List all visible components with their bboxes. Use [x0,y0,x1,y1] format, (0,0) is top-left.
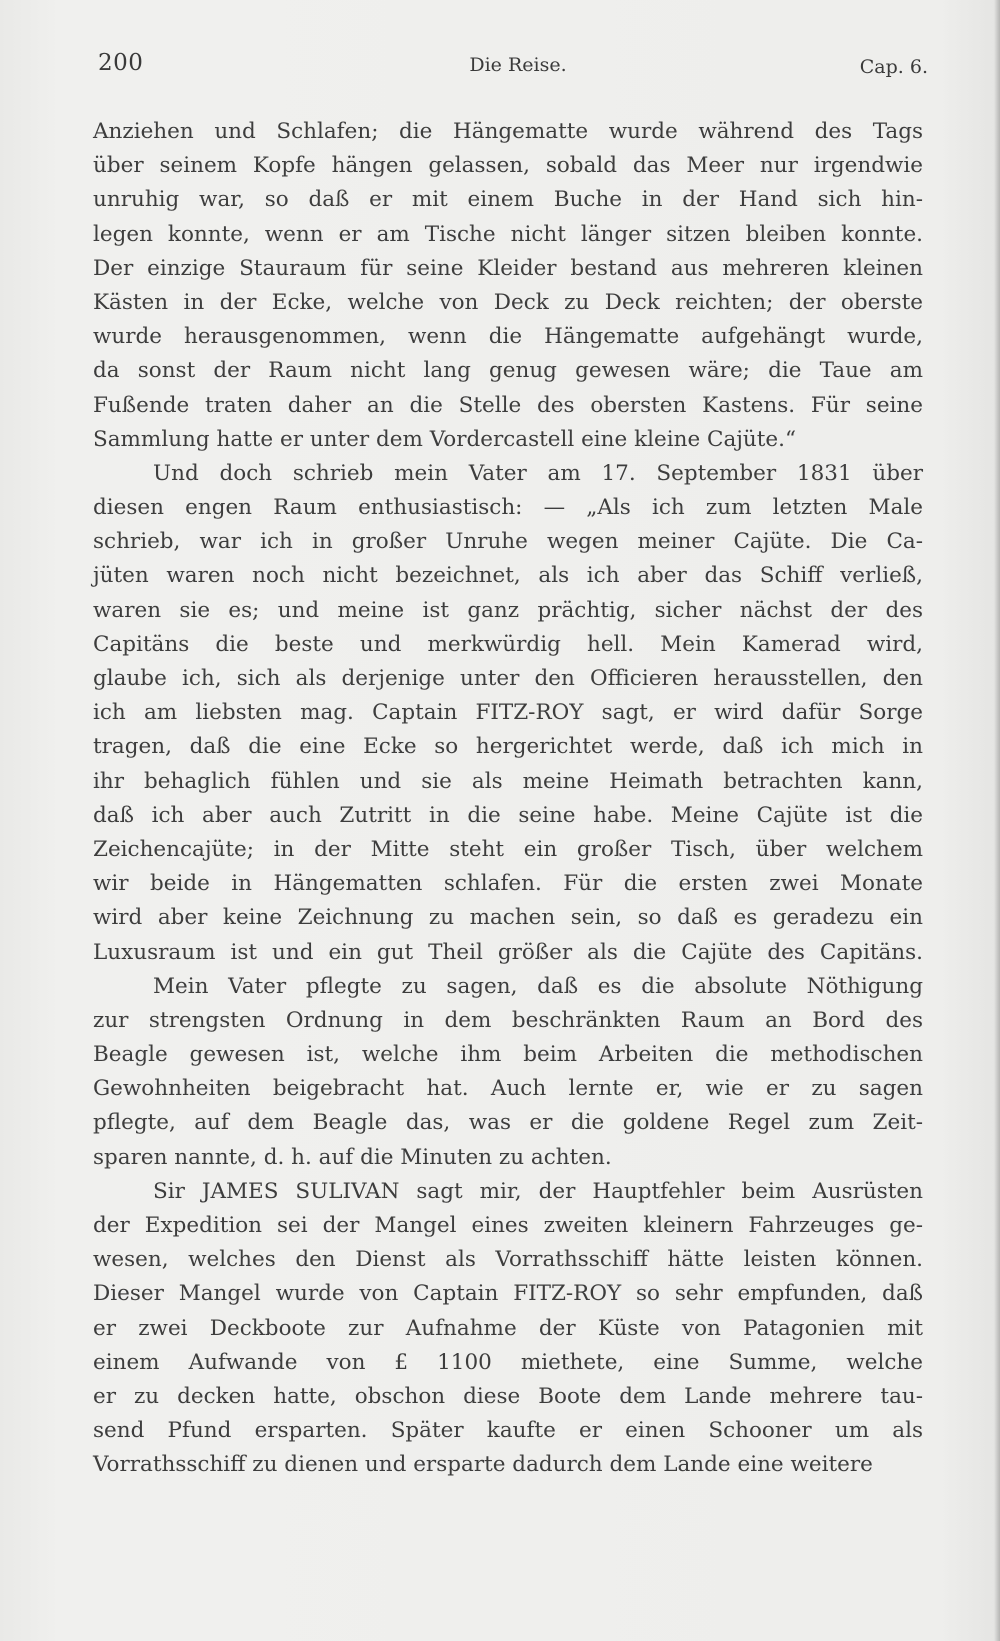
text-line: send Pfund ersparten. Später kaufte er einen Schooner um als [93,1418,923,1444]
text-line: Der einzige Stauraum für seine Kleider bestand aus mehreren kleinen [93,255,923,281]
text-line: schrieb, war ich in großer Unruhe wegen meiner Cajüte. Die Ca- [93,529,923,555]
text-line: über seinem Kopfe hängen gelassen, sobald das Meer nur irgendwie [93,153,923,179]
page-number: 200 [98,50,144,76]
text-line: pflegte, auf dem Beagle das, was er die goldene Regel zum Zeit- [93,1110,923,1136]
text-line: jüten waren noch nicht bezeichnet, als ich aber das Schiff verließ, [93,563,923,589]
running-title: Die Reise. [469,54,567,76]
text-line: Sammlung hatte er unter dem Vordercastell eine kleine Cajüte.“ [93,426,796,452]
text-line: Luxusraum ist und ein gut Theil größer als die Cajüte des Capitäns. [93,939,923,965]
text-line: Dieser Mangel wurde von Captain FITZ-ROY so sehr empfunden, daß [93,1281,923,1307]
text-line: Fußende traten daher an die Stelle des obersten Kastens. Für seine [93,392,923,418]
text-line: ihr behaglich fühlen und sie als meine Heimath betrachten kann, [93,768,923,794]
text-line: Und doch schrieb mein Vater am 17. September 1831 über [153,460,923,486]
text-line: glaube ich, sich als derjenige unter den Officieren herausstellen, den [93,666,923,691]
text-line: Vorrathsschiff zu dienen und ersparte dadurch dem Lande eine weitere [93,1452,873,1478]
page-edge-shadow [994,0,1000,1641]
text-line: Capitäns die beste und merkwürdig hell. Mein Kamerad wird, [93,631,923,657]
body-text [93,115,923,1483]
text-line: legen konnte, wenn er am Tische nicht länger sitzen bleiben konnte. [93,221,923,247]
text-line: diesen engen Raum enthusiastisch: — „Als ich zum letzten Male [93,495,923,521]
text-line: sparen nannte, d. h. auf die Minuten zu achten. [93,1144,612,1170]
text-line: unruhig war, so daß er mit einem Buche in der Hand sich hin- [93,187,923,213]
text-line: der Expedition sei der Mangel eines zweiten kleinern Fahrzeuges ge- [93,1213,923,1238]
text-line: Mein Vater pflegte zu sagen, daß es die absolute Nöthigung [153,973,923,999]
text-line: Zeichencajüte; in der Mitte steht ein großer Tisch, über welchem [93,836,923,862]
text-line: ich am liebsten mag. Captain FITZ-ROY sagt, er wird dafür Sorge [93,700,923,726]
text-line: Gewohnheiten beigebracht hat. Auch lernte er, wie er zu sagen [93,1076,923,1102]
text-line: wird aber keine Zeichnung zu machen sein, so daß es geradezu ein [93,905,923,931]
text-line: tragen, daß die eine Ecke so hergerichtet werde, daß ich mich in [93,734,923,760]
text-line: er zu decken hatte, obschon diese Boote dem Lande mehrere tau- [93,1383,923,1409]
text-line: er zwei Deckboote zur Aufnahme der Küste von Patagonien mit [93,1315,923,1341]
text-line: Anziehen und Schlafen; die Hängematte wurde während des Tags [93,119,923,144]
text-line: wir beide in Hängematten schlafen. Für die ersten zwei Monate [93,871,923,897]
text-line: Kästen in der Ecke, welche von Deck zu Deck reichten; der oberste [93,289,923,315]
text-line: Beagle gewesen ist, welche ihm beim Arbeiten die methodischen [93,1042,923,1068]
text-line: waren sie es; und meine ist ganz prächtig, sicher nächst der des [93,597,923,623]
text-line: wesen, welches den Dienst als Vorrathsschiff hätte leisten können. [93,1247,923,1273]
text-line: einem Aufwande von £ 1100 miethete, eine Summe, welche [93,1349,923,1375]
text-line: daß ich aber auch Zutritt in die seine habe. Meine Cajüte ist die [93,802,923,828]
text-line: Sir JAMES SULIVAN sagt mir, der Hauptfehler beim Ausrüsten [153,1178,923,1204]
chapter-reference: Cap. 6. [859,56,928,78]
text-line: wurde herausgenommen, wenn die Hängematte aufgehängt wurde, [93,324,923,350]
page-header [98,50,928,90]
text-line: zur strengsten Ordnung in dem beschränkten Raum an Bord des [93,1007,923,1033]
text-line: da sonst der Raum nicht lang genug gewesen wäre; die Taue am [93,358,923,384]
